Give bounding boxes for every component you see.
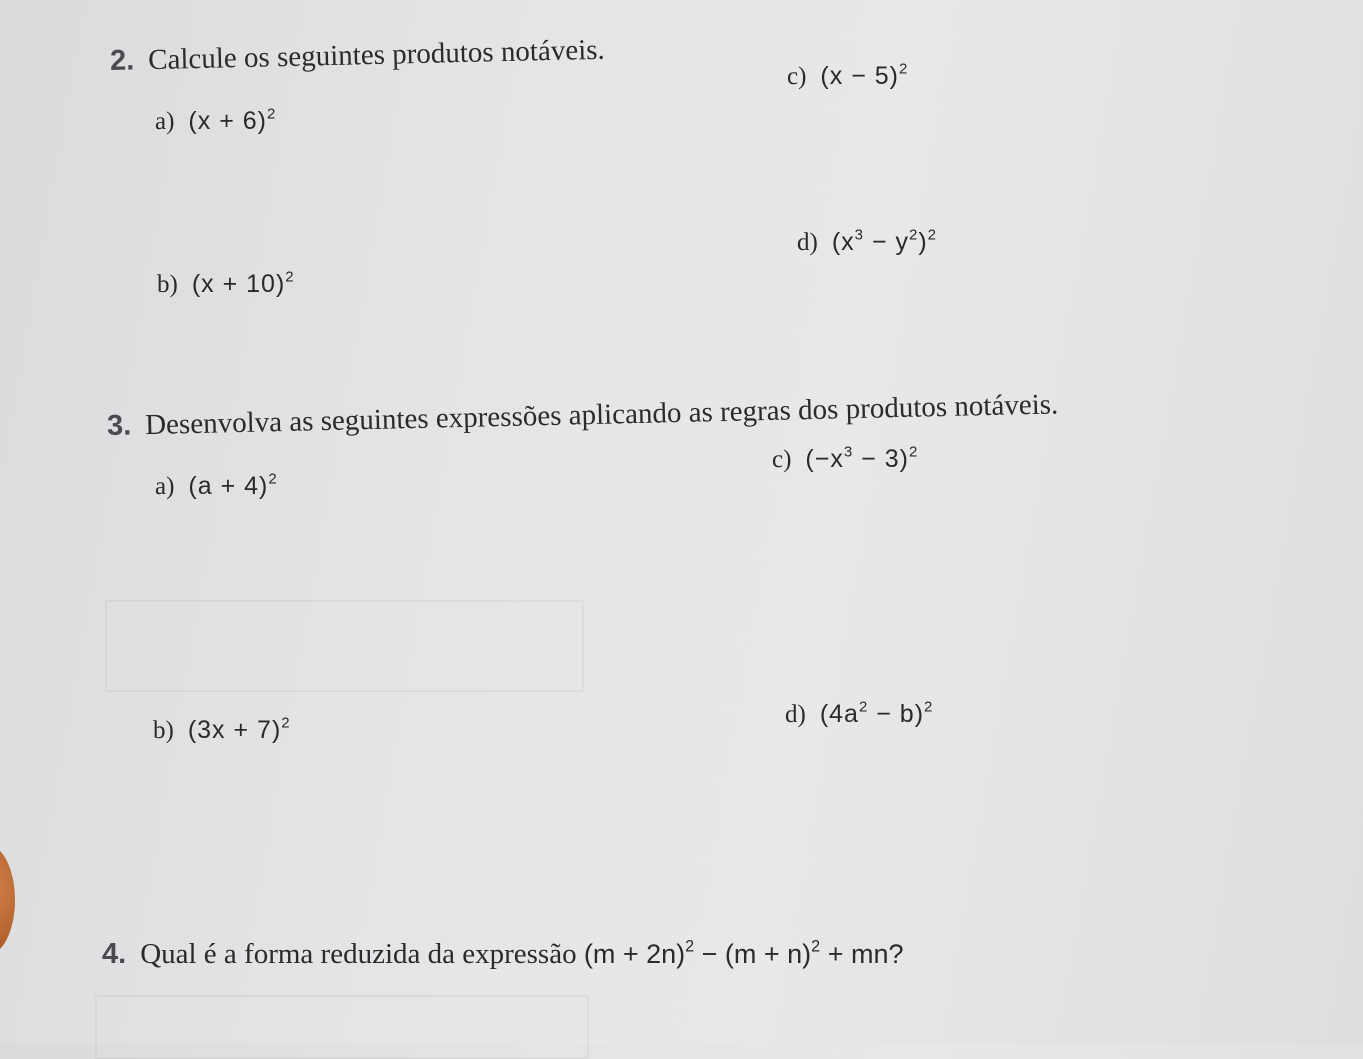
- question-text: Qual é a forma reduzida da expressão: [140, 938, 577, 970]
- item-label: a): [155, 473, 175, 500]
- item-label: b): [157, 271, 178, 298]
- question-number: 3.: [106, 409, 132, 442]
- item-expression: $(a + 4)^2$: [188, 470, 278, 500]
- faint-box-decoration: [95, 995, 589, 1059]
- faint-box-decoration: [105, 600, 584, 692]
- item-expression: $(x + 6)^2$: [188, 105, 277, 135]
- question-text: Calcule os seguintes produtos notáveis.: [147, 33, 606, 77]
- item-label: c): [787, 63, 807, 90]
- item-label: d): [785, 701, 806, 728]
- item-expression: $(-x^3 - 3)^2$: [805, 443, 919, 473]
- item-expression: $(x - 5)^2$: [820, 60, 909, 90]
- q2-item-b: [157, 270, 295, 299]
- q3-item-d: [785, 700, 933, 729]
- question-number: 4.: [102, 938, 127, 970]
- q3-item-c: [772, 445, 918, 474]
- question-4: [102, 938, 903, 971]
- question-text: Desenvolva as seguintes expressões aplicando as regras dos produtos notáveis.: [144, 388, 1059, 442]
- q3-item-b: [153, 716, 291, 745]
- item-expression: $(3x + 7)^2$: [187, 714, 291, 744]
- finger-decoration: [0, 845, 15, 955]
- question-expression: $(m + 2n)^2 - (m + n)^2$ + mn?: [583, 937, 904, 969]
- question-2: [110, 34, 605, 78]
- item-expression: $(x + 10)^2$: [191, 268, 295, 298]
- q3-item-a: [155, 472, 278, 501]
- q2-item-d: [797, 228, 937, 257]
- item-label: c): [772, 446, 792, 473]
- question-3: [107, 388, 1059, 443]
- item-label: a): [155, 108, 175, 135]
- item-label: d): [797, 229, 818, 256]
- q2-item-c: [787, 62, 908, 91]
- q2-item-a: [155, 107, 276, 136]
- item-expression: $(x^3 - y^2)^2$: [831, 226, 938, 256]
- question-number: 2.: [109, 44, 135, 77]
- item-expression: $(4a^2 - b)^2$: [819, 698, 934, 728]
- item-label: b): [153, 717, 174, 744]
